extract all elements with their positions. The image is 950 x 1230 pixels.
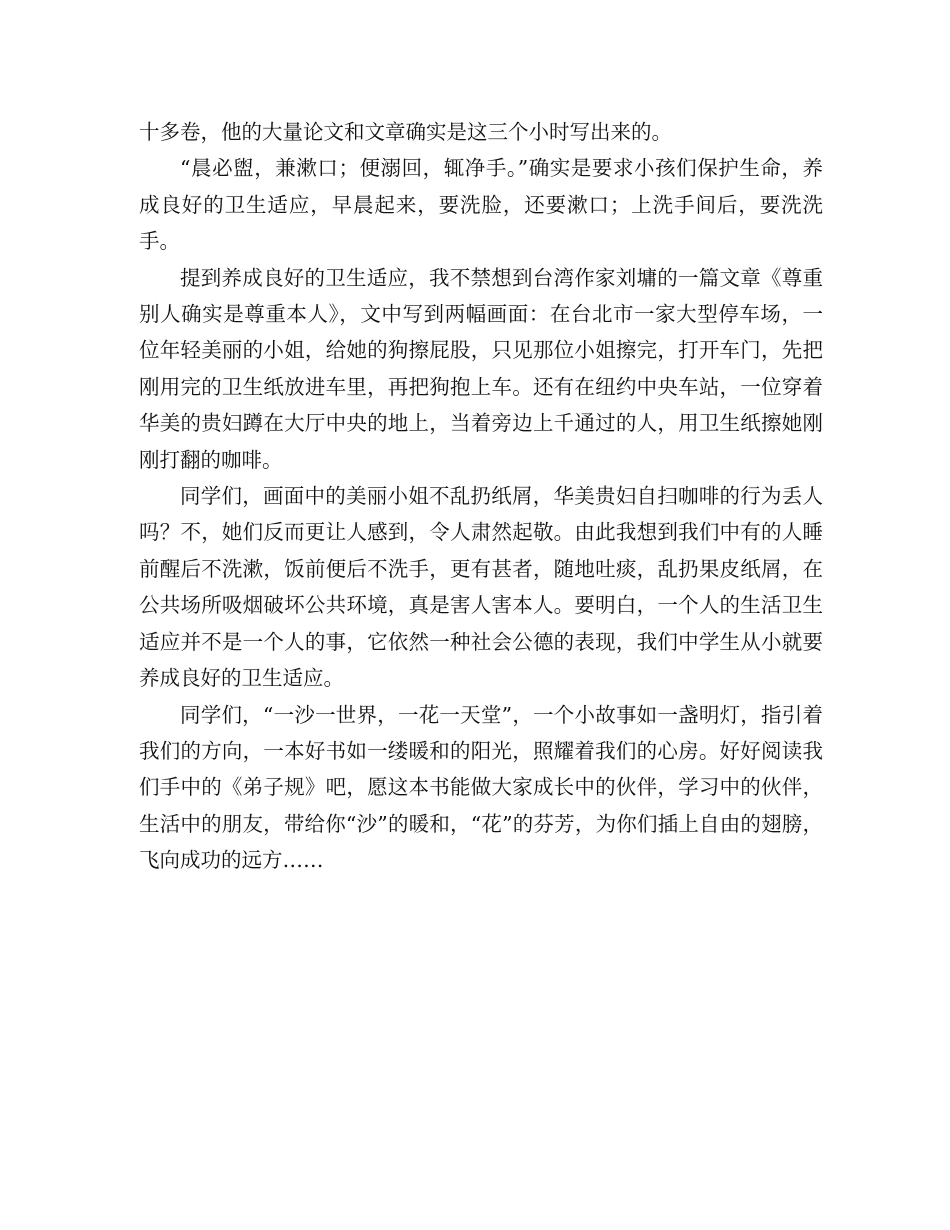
- paragraph-continuation: 十多卷，他的大量论文和文章确实是这三个小时写出来的。: [139, 120, 672, 144]
- paragraph-conclusion: 同学们，“一沙一世界，一花一天堂”，一个小故事如一盏明灯，指引着我们的方向，一本好书如一缕暖和的阳光，照耀着我们的心房。好好阅读我们手中的《弟子规》吧，愿这本书能做大家成长中的伙伴，学习中的伙伴，生活中的朋友，带给你“沙”的暖和，“花”的芬芳，为你们插上自由的翅膀，飞向成功的远方……: [139, 702, 823, 873]
- paragraph-dizigui-quote: “晨必盥，兼漱口；便溺回，辄净手。”确实是要求小孩们保护生命，养成良好的卫生适应，早晨起来，要洗脸，还要漱口；上洗手间后，要洗洗手。: [139, 156, 823, 254]
- paragraph-reflection: 同学们，画面中的美丽小姐不乱扔纸屑，华美贵妇自扫咖啡的行为丢人吗？不，她们反而更让人感到，令人肃然起敬。由此我想到我们中有的人睡前醒后不洗漱，饭前便后不洗手，更有甚者，随地吐痰，乱扔果皮纸屑，在公共场所吸烟破坏公共环境，真是害人害本人。要明白，一个人的生活卫生适应并不是一个人的事，它依然一种社会公德的表现，我们中学生从小就要养成良好的卫生适应。: [139, 484, 823, 691]
- paragraph-liuyong-story: 提到养成良好的卫生适应，我不禁想到台湾作家刘墉的一篇文章《尊重别人确实是尊重本人》，文中写到两幅画面：在台北市一家大型停车场，一位年轻美丽的小姐，给她的狗擦屁股，只见那位小姐擦完，打开车门，先把刚用完的卫生纸放进车里，再把狗抱上车。还有在纽约中央车站，一位穿着华美的贵妇蹲在大厅中央的地上，当着旁边上千通过的人，用卫生纸擦她刚刚打翻的咖啡。: [139, 265, 823, 472]
- document-body: [139, 114, 823, 879]
